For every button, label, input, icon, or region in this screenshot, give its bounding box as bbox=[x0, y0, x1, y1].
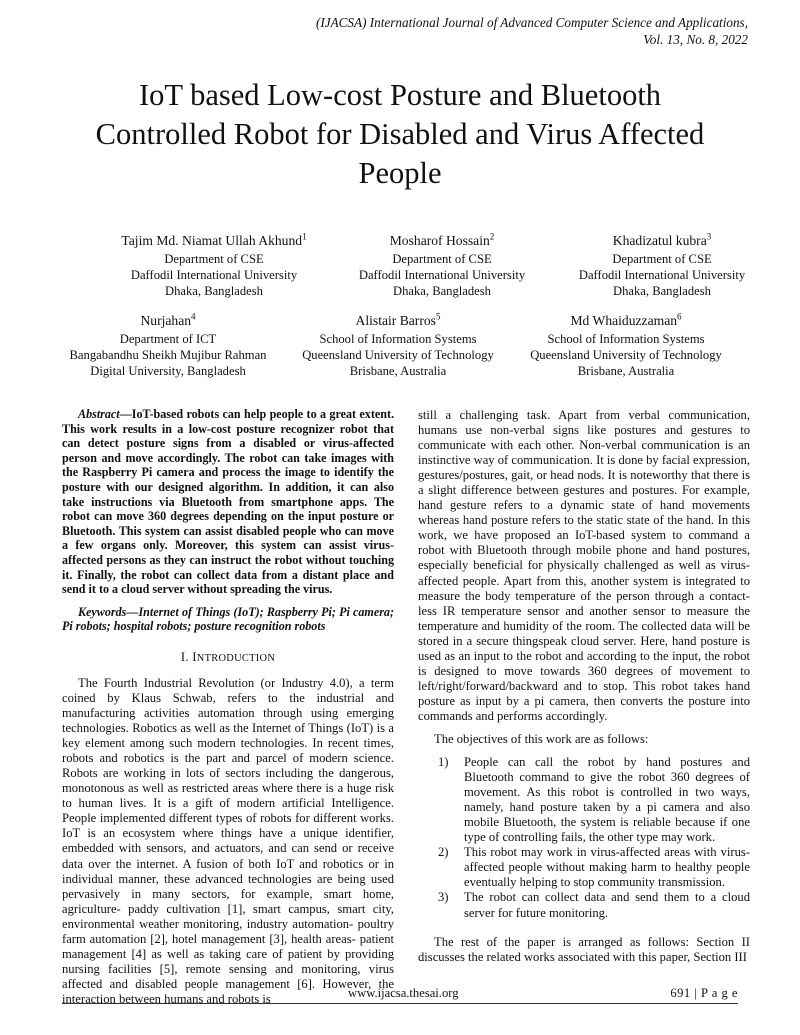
author-name: Khadizatul kubra$^3$ bbox=[612, 231, 712, 248]
journal-name: (IJACSA) International Journal of Advanced Computer Science and Applications, bbox=[315, 15, 748, 30]
page-number: 691 | P a g e bbox=[670, 986, 738, 1000]
objectives-list bbox=[418, 755, 750, 921]
author-org: Daffodil International University bbox=[358, 268, 526, 282]
right-column bbox=[418, 408, 750, 965]
footer-divider bbox=[62, 1003, 738, 1004]
author-block-6 bbox=[514, 312, 738, 379]
author-name: Md Whaiduzzaman$^6$ bbox=[570, 311, 682, 328]
author-block-4 bbox=[56, 312, 280, 379]
title-line-2: Controlled Robot for Disabled and Virus Affected bbox=[95, 117, 705, 151]
journal-header bbox=[228, 14, 748, 48]
author-name: Alistair Barros$^5$ bbox=[355, 311, 441, 328]
keywords-text: —Internet of Things (IoT); Raspberry Pi; Pi camera; Pi robots; hospital robots; posture recognition robots bbox=[62, 604, 394, 634]
author-name: Nurjahan$^4$ bbox=[140, 311, 196, 328]
author-dept: Department of CSE bbox=[164, 252, 264, 266]
title-line-3: People bbox=[358, 156, 442, 190]
author-dept: School of Information Systems bbox=[547, 332, 705, 346]
abstract-label: Abstract bbox=[78, 407, 120, 421]
author-org: Queensland University of Technology bbox=[302, 348, 494, 362]
paper-title bbox=[40, 76, 760, 193]
author-dept: Department of ICT bbox=[119, 332, 217, 346]
author-org: Bangabandhu Sheikh Mujibur Rahman bbox=[69, 348, 267, 362]
author-org: Queensland University of Technology bbox=[530, 348, 722, 362]
author-org: Daffodil International University bbox=[578, 268, 746, 282]
keywords-label: Keywords bbox=[78, 604, 127, 619]
author-block-1 bbox=[96, 232, 332, 299]
body-paragraph: still a challenging task. Apart from verbal communication, humans use non-verbal signs like postures and gestures to communicate with each other. Non-verbal communication is an instinctive way of communication. It is done by facial expression, gestures/postures, gait, or head nods. It is noteworthy that there is a slight difference between gestures and postures. For example, hand gesture refers to a dynamic state of hand movements whereas hand posture refers to the static state of the hand. In this work, we have proposed an IoT-based system to command a robot with Bluetooth through mobile phone and hand postures, especially beneficial for physically challenged as well as virus-affected people. Apart from this, another system is integrated to measure the body temperature of the person through a contact-less IR temperature sensor and another sensor to measure the temperature and humidity of the room. The collected data will be stored in a secure thingspeak cloud server. Here, hand posture is used as an input to the robot and according to the input, the robot is designed to move towards 360 degrees of movement to left/right/forward/backward and to stop. This robot takes hand posture as input by a pi camera, then converts the posture into commands and performs accordingly. bbox=[418, 408, 750, 723]
author-dept: Department of CSE bbox=[612, 252, 712, 266]
intro-paragraph: The Fourth Industrial Revolution (or Industry 4.0), a term coined by Klaus Schwab, refers to the industrial and manufacturing activities automation through using emerging technologies. Robotics as well as the Internet of Things (IoT) is a key element among such modern technologies. In recent times, robots and robotics is the part and parcel of modern science. Robots are working in lots of sectors including the dangerous, monotonous as well as restricted areas where there is a huge risk to human lives. It is a gift of modern artificial Intelligence. People implemented different types of robots for different works. IoT is an ecosystem where things have a unique identifier, embedded with sensors, and actuators, and can send or receive data over the internet. A fusion of both IoT and robotics or in individual manner, these advanced technologies are being used pervasively in many sectors, for example, smart home, agriculture- paddy cultivation [1], smart campus, smart city, environmental weather monitoring, industry automation- poultry farm automation [2], hotel management [3], health areas- patient management [4] as well as taking care of patient by providing nursing facilities [5], remote sensing and monitoring, virus affected and disabled people management [6]. However, the interaction between humans and robots is bbox=[62, 675, 394, 1006]
author-location: Dhaka, Bangladesh bbox=[165, 284, 263, 298]
author-location: Dhaka, Bangladesh bbox=[393, 284, 491, 298]
author-dept: Department of CSE bbox=[392, 252, 492, 266]
author-block-3 bbox=[552, 232, 772, 299]
author-location: Digital University, Bangladesh bbox=[90, 364, 246, 378]
rest-paragraph: The rest of the paper is arranged as follows: Section II discusses the related works associated with this paper, Section III bbox=[418, 934, 750, 964]
author-name: Mosharof Hossain$^2$ bbox=[389, 231, 495, 248]
author-location: Brisbane, Australia bbox=[349, 364, 447, 378]
list-item: 2) This robot may work in virus-affected areas with virus-affected people without making harm to healthy people eventually helping to stop community transmission. bbox=[438, 845, 750, 890]
author-name: Tajim Md. Niamat Ullah Akhund$^1$ bbox=[121, 231, 307, 248]
author-block-5 bbox=[286, 312, 510, 379]
title-line-1: IoT based Low-cost Posture and Bluetooth bbox=[138, 78, 662, 112]
footer-url: www.ijacsa.thesai.org bbox=[348, 986, 459, 1000]
author-dept: School of Information Systems bbox=[319, 332, 477, 346]
journal-volume: Vol. 13, No. 8, 2022 bbox=[643, 32, 748, 47]
section-heading-introduction: I. INTRODUCTION bbox=[180, 649, 276, 664]
keywords bbox=[62, 605, 394, 634]
author-location: Dhaka, Bangladesh bbox=[613, 284, 711, 298]
left-column bbox=[62, 407, 394, 1007]
list-item: 1) People can call the robot by hand postures and Bluetooth command to give the robot 360 degrees of movement. As this robot is controlled in two ways, namely, hand posture taken by a pi camera and also mobile Bluetooth, the system is reliable because if one type of controlling fails, the other type may work. bbox=[438, 755, 750, 845]
objectives-intro: The objectives of this work are as follows: bbox=[434, 731, 649, 746]
abstract bbox=[62, 407, 394, 597]
list-item: 3) The robot can collect data and send them to a cloud server for future monitoring. bbox=[438, 890, 750, 920]
author-org: Daffodil International University bbox=[130, 268, 298, 282]
author-location: Brisbane, Australia bbox=[577, 364, 675, 378]
author-block-2 bbox=[332, 232, 552, 299]
abstract-text: —IoT-based robots can help people to a great extent. This work results in a low-cost posture recognizer robot that can detect posture signs from a disabled or virus-affected person and move accordingly. The robot can take images with the Raspberry Pi camera and process the image to identify the posture with our designed algorithm. In addition, it can also take instructions via Bluetooth from smartphone apps. The robot can move 360 degrees depending on the input posture or Bluetooth. This system can assist disabled people who can move a few organs only. Moreover, this system can assist virus-affected persons as they can instruct the robot without touching it. Finally, the robot can collect data from a distant place and send it to a cloud server without spreading the virus. bbox=[62, 407, 394, 597]
